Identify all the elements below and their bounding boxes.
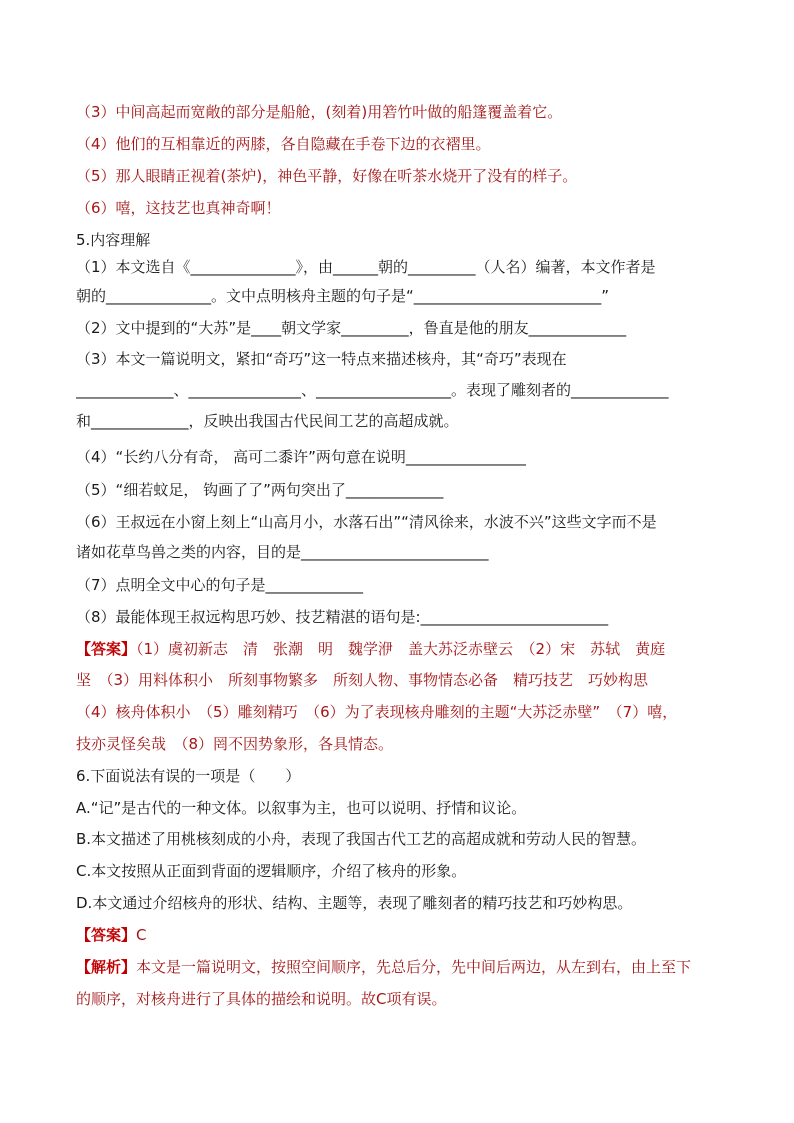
answer-5-line-2: 坚 （3）用料体积小 所刻事物繁多 所刻人物、事物情态必备 精巧技艺 巧妙构思 — [76, 671, 649, 689]
translation-line-4: （4）他们的互相靠近的两膝，各自隐藏在手卷下边的衣褶里。 — [76, 135, 491, 153]
answer-5-line-1: 【答案】（1）虞初新志 清 张潮 明 魏学洢 盖大苏泛赤壁云 （2）宋 苏轼 黄庭 — [76, 640, 666, 658]
explanation-6: 【解析】本文是一篇说明文，按照空间顺序，先总后分，先中间后两边，从左到右，由上至下 — [76, 958, 692, 976]
question-5-2: （2）文中提到的“大苏”是____朝文学家_________，鲁直是他的朋友_____________ — [76, 319, 627, 337]
answer-6: 【答案】C — [76, 926, 147, 944]
option-d: D.本文通过介绍核舟的形状、结构、主题等，表现了雕刻者的精巧技艺和巧妙构思。 — [76, 894, 633, 912]
question-5-5: （5）“细若蚊足， 钩画了了”两句突出了_____________ — [76, 481, 444, 499]
question-5-4: （4）“长约八分有奇， 高可二黍许”两句意在说明________________ — [76, 448, 526, 466]
answer-tag: 【答案】 — [76, 926, 137, 944]
question-5-3-cont: _____________、_______________、__________________。表现了雕刻者的_____________ — [76, 381, 669, 399]
question-5-3: （3）本文一篇说明文，紧扣“奇巧”这一特点来描述核舟，其“奇巧”表现在 — [76, 350, 567, 368]
question-5-7: （7）点明全文中心的句子是_____________ — [76, 576, 364, 594]
question-5-6: （6）王叔远在小窗上刻上“山高月小，水落石出”“清风徐来，水波不兴”这些文字而不是 — [76, 513, 657, 531]
question-5-6-cont: 诸如花草鸟兽之类的内容，目的是_________________________ — [76, 543, 489, 561]
option-c: C.本文按照从正面到背面的逻辑顺序，介绍了核舟的形象。 — [76, 862, 467, 880]
question-5-8: （8）最能体现王叔远构思巧妙、技艺精湛的语句是:_________________________ — [76, 608, 609, 626]
question-5-1-cont: 朝的______________。文中点明核舟主题的句子是“_________________________” — [76, 287, 610, 305]
translation-line-3: （3）中间高起而宽敞的部分是船舱，(刻着)用箬竹叶做的船篷覆盖着它。 — [76, 103, 563, 121]
translation-line-5: （5）那人眼睛正视着(茶炉)，神色平静，好像在听茶水烧开了没有的样子。 — [76, 167, 578, 185]
question-5-3-end: 和_____________，反映出我国古代民间工艺的高超成就。 — [76, 412, 459, 430]
explanation-tag: 【解析】 — [76, 958, 137, 976]
section-5-heading: 5.内容理解 — [76, 231, 151, 249]
option-b: B.本文描述了用桃核刻成的小舟，表现了我国古代工艺的高超成就和劳动人民的智慧。 — [76, 830, 647, 848]
answer-tag: 【答案】 — [76, 640, 137, 658]
option-a: A.“记”是古代的一种文体。以叙事为主，也可以说明、抒情和议论。 — [76, 799, 527, 817]
question-6: 6.下面说法有误的一项是（ ） — [76, 767, 301, 785]
answer-5-line-4: 技亦灵怪矣哉 （8）罔不因势象形，各具情态。 — [76, 735, 394, 753]
translation-line-6: （6）嘻，这技艺也真神奇啊！ — [76, 199, 281, 217]
question-5-1: （1）本文选自《______________》，由______朝的_________（人名）编著，本文作者是 — [76, 258, 656, 276]
answer-5-line-3: （4）核舟体积小 （5）雕刻精巧 （6）为了表现核舟雕刻的主题“大苏泛赤壁” （7）嘻， — [76, 703, 678, 721]
explanation-6-cont: 的顺序，对核舟进行了具体的描绘和说明。故C项有误。 — [76, 990, 447, 1008]
